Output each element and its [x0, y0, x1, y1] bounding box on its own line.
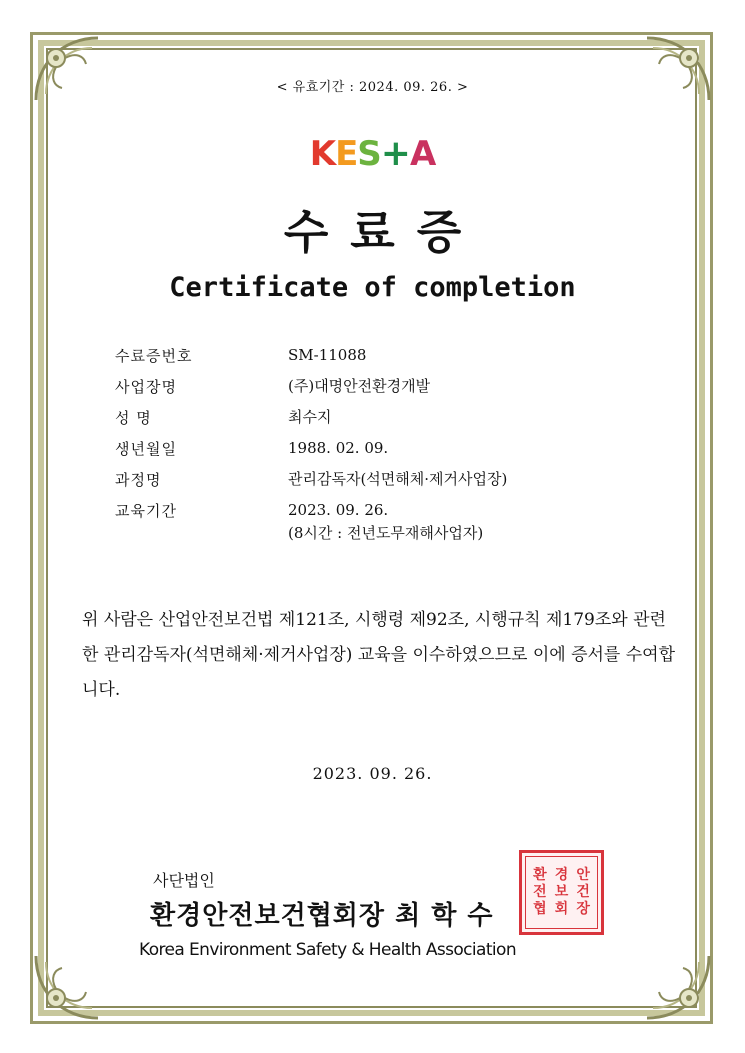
organization-name-english: Korea Environment Safety & Health Association: [139, 940, 517, 960]
seal-text: [525, 856, 598, 929]
certificate-body: 위 사람은 산업안전보건법 제121조, 시행령 제92조, 시행규칙 제179조와 관련한 관리감독자(석면해체·제거사업장) 교육을 이수하였으므로 이에 증서를 수여합니다.: [82, 610, 676, 700]
field-value-note: (8시간 : 전년도무재해사업자): [288, 524, 484, 542]
official-seal-stamp: [519, 850, 604, 935]
field-row-name: [115, 407, 635, 438]
seal-glyph: 협: [533, 901, 547, 917]
seal-glyph: 전: [533, 884, 547, 900]
organization-type: 사단법인: [153, 871, 215, 890]
field-row-company: [115, 376, 635, 407]
logo-letter: S: [357, 134, 381, 174]
field-row-course: [115, 469, 635, 500]
certificate-fields: [115, 345, 635, 542]
corner-ornament-icon: [643, 952, 713, 1022]
field-row-birthdate: [115, 438, 635, 469]
logo-letter: K: [309, 134, 336, 174]
seal-glyph: 보: [554, 884, 569, 900]
seal-glyph: 장: [576, 901, 590, 917]
seal-glyph: 경: [554, 867, 569, 883]
seal-glyph: 회: [554, 901, 569, 917]
corner-ornament-icon: [32, 952, 102, 1022]
field-label: 성 명: [115, 409, 152, 427]
field-value: (주)대명안전환경개발: [288, 377, 431, 395]
certificate-title-korean: 수료증: [283, 205, 484, 259]
field-label: 사업장명: [115, 378, 177, 396]
president-signature-line: 환경안전보건협회장 최 학 수: [150, 901, 494, 931]
logo-letter: A: [409, 134, 436, 174]
validity-period: < 유효기간 : 2024. 09. 26. >: [276, 80, 469, 95]
field-label: 과정명: [115, 471, 162, 489]
certificate-title-english: Certificate of completion: [169, 272, 576, 303]
field-label: 교육기간: [115, 502, 177, 520]
field-label: 수료증번호: [115, 347, 193, 365]
issue-date: 2023. 09. 26.: [312, 764, 433, 783]
seal-glyph: 건: [576, 884, 590, 900]
seal-glyph: 안: [576, 867, 590, 883]
field-value: [288, 500, 483, 543]
field-value: SM-11088: [288, 346, 367, 364]
kesha-logo: [0, 133, 745, 174]
field-row-period: [115, 500, 635, 542]
field-value: 1988. 02. 09.: [288, 439, 389, 457]
seal-glyph: 환: [533, 867, 547, 883]
logo-letter: E: [335, 134, 358, 174]
field-value: 최수지: [288, 408, 332, 426]
field-row-number: [115, 345, 635, 376]
field-value: 관리감독자(석면해체·제거사업장): [288, 470, 508, 488]
logo-letter: +: [380, 133, 410, 174]
field-value-date: 2023. 09. 26.: [288, 501, 389, 519]
field-label: 생년월일: [115, 440, 177, 458]
